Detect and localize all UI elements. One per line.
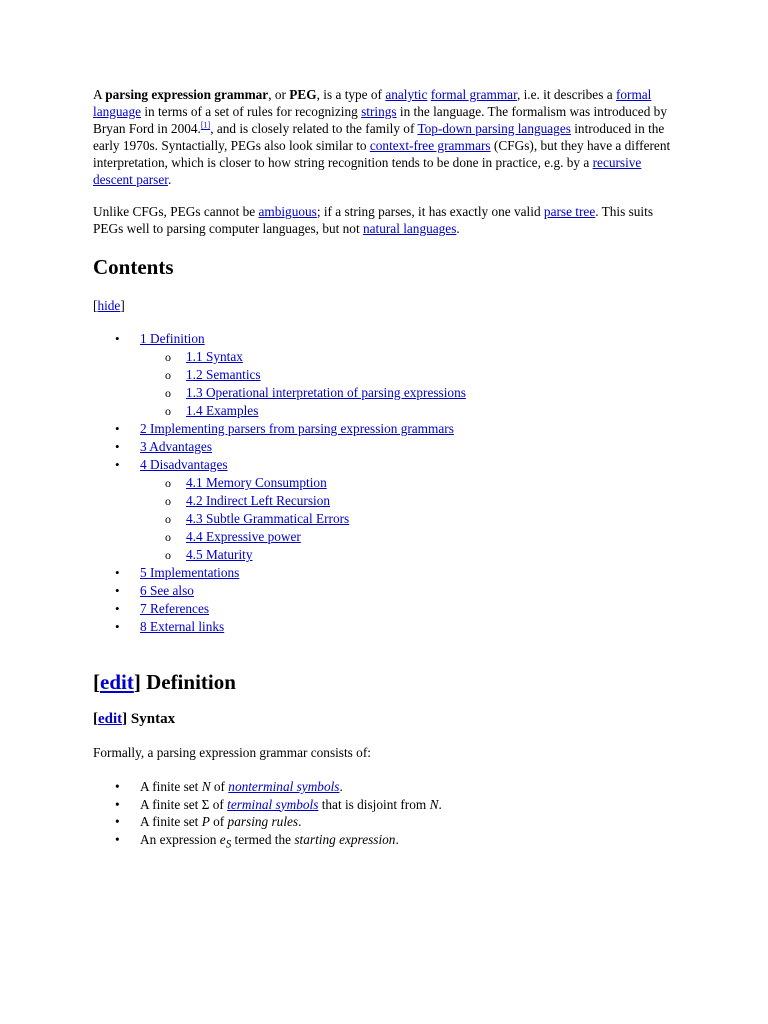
toc-item	[93, 438, 673, 456]
link-natural-languages[interactable]: natural languages	[362, 221, 457, 236]
toc-link-memory-consumption[interactable]: 4.1 Memory Consumption	[186, 475, 327, 490]
term-starting-expression: starting expression	[294, 831, 396, 847]
variable-e: e	[219, 831, 226, 847]
edit-definition-link[interactable]: edit	[100, 670, 134, 694]
ambiguity-paragraph	[93, 203, 673, 237]
intro-text: (CFGs), but they have a different interpretation, which is closer to how string recognition tends to be done in practice, e.g. by a	[93, 138, 671, 170]
item-text: A finite set	[140, 814, 202, 829]
toc-link-semantics[interactable]: 1.2 Semantics	[186, 367, 261, 382]
reference-1-link[interactable]: [1]	[200, 120, 211, 130]
toc-subitem	[140, 402, 673, 420]
toc-sublist	[140, 474, 673, 564]
toc-link-maturity[interactable]: 4.5 Maturity	[186, 547, 253, 562]
toc-link-references[interactable]: 7 References	[140, 601, 210, 616]
bracket: [	[93, 711, 98, 727]
toc-link-advantages[interactable]: 3 Advantages	[140, 439, 213, 454]
contents-heading: Contents	[93, 255, 174, 279]
toc-link-definition[interactable]: 1 Definition	[140, 331, 205, 346]
subsection-title: Syntax	[127, 711, 176, 727]
toc-link-implementing-parsers[interactable]: 2 Implementing parsers from parsing expression grammars	[140, 421, 454, 436]
toc-link-implementations[interactable]: 5 Implementations	[140, 565, 240, 580]
term-parsing-rules: parsing rules	[227, 814, 299, 829]
toc-subitem	[140, 366, 673, 384]
bracket: [	[93, 670, 100, 694]
item-text: .	[438, 796, 442, 812]
toc-link-syntax[interactable]: 1.1 Syntax	[186, 349, 243, 364]
toc-item	[93, 456, 673, 564]
item-text: termed the	[231, 831, 295, 847]
toc-link-disadvantages[interactable]: 4 Disadvantages	[140, 457, 228, 472]
item-text: of	[210, 779, 229, 794]
section-title: Definition	[140, 670, 236, 694]
link-formal-grammar[interactable]: formal grammar	[430, 87, 517, 102]
link-recursive-descent-parser[interactable]: recursive descent parser	[93, 155, 642, 187]
toc-subitem	[140, 546, 673, 564]
toc-link-expressive-power[interactable]: 4.4 Expressive power	[186, 529, 301, 544]
item-text: .	[395, 831, 399, 847]
list-item	[93, 778, 673, 796]
syntax-intro: Formally, a parsing expression grammar consists of:	[93, 745, 371, 760]
toc-hide-toggle	[93, 297, 673, 314]
toc-subitem	[140, 528, 673, 546]
link-ambiguous[interactable]: ambiguous	[258, 204, 317, 219]
item-text: that is disjoint from	[318, 796, 430, 812]
subscript-s: S	[225, 838, 232, 851]
link-strings[interactable]: strings	[361, 104, 397, 119]
variable-n: N	[201, 779, 211, 794]
intro-text: A	[93, 87, 106, 102]
toc-subitem	[140, 492, 673, 510]
syntax-heading	[93, 710, 673, 728]
link-terminal-symbols[interactable]: terminal symbols	[227, 796, 319, 812]
toc-item	[93, 564, 673, 582]
toc-link-indirect-left-recursion[interactable]: 4.2 Indirect Left Recursion	[186, 493, 330, 508]
intro-text: in the language. The formalism was introduced by Bryan Ford in 2004.	[93, 104, 667, 136]
edit-syntax-link[interactable]: edit	[98, 711, 123, 727]
intro-text: , and is closely related to the family of	[210, 121, 418, 136]
toc-item	[93, 330, 673, 420]
link-analytic[interactable]: analytic	[385, 87, 428, 102]
link-context-free-grammars[interactable]: context-free grammars	[369, 138, 491, 153]
toc-link-subtle-errors[interactable]: 4.3 Subtle Grammatical Errors	[186, 511, 350, 526]
toc-subitem	[140, 474, 673, 492]
toc-item	[93, 600, 673, 618]
intro-text: , i.e. it describes a	[516, 87, 616, 102]
bracket: ]	[133, 670, 141, 694]
toc-link-examples[interactable]: 1.4 Examples	[186, 403, 259, 418]
para-text: ; if a string parses, it has exactly one valid	[316, 204, 544, 219]
toc-subitem	[140, 510, 673, 528]
link-top-down-parsing[interactable]: Top-down parsing languages	[417, 121, 571, 136]
item-text: .	[339, 779, 343, 794]
variable-p: P	[201, 814, 210, 829]
item-text: A finite set	[140, 779, 202, 794]
item-text: An expression	[140, 831, 220, 847]
toc-link-external-links[interactable]: 8 External links	[140, 619, 225, 634]
toc-sublist	[140, 348, 673, 420]
toc-item	[93, 420, 673, 438]
toc-item	[93, 618, 673, 636]
term-peg: PEG	[289, 87, 317, 102]
link-formal-language[interactable]: formal language	[93, 87, 652, 119]
toc-link-operational-interpretation[interactable]: 1.3 Operational interpretation of parsing expressions	[186, 385, 466, 400]
intro-text: introduced in the early 1970s. Syntactially, PEGs also look similar to	[93, 121, 665, 153]
term-peg-full: parsing expression grammar	[105, 87, 269, 102]
article-body	[93, 86, 673, 854]
bracket: ]	[120, 298, 125, 313]
definition-list	[93, 778, 673, 854]
item-text: A finite set Σ of	[140, 796, 228, 812]
list-item	[93, 831, 673, 854]
intro-text: , is a type of	[316, 87, 386, 102]
bracket: ]	[122, 711, 128, 727]
intro-text: .	[167, 172, 172, 187]
link-nonterminal-symbols[interactable]: nonterminal symbols	[228, 779, 340, 794]
item-text: .	[298, 814, 302, 829]
list-item	[93, 796, 673, 814]
para-text: .	[456, 221, 460, 236]
para-text: . This suits PEGs well to parsing computer languages, but not	[93, 204, 653, 236]
link-parse-tree[interactable]: parse tree	[543, 204, 596, 219]
intro-paragraph	[93, 86, 673, 188]
bracket: [	[93, 298, 98, 313]
toc-subitem	[140, 384, 673, 402]
toc-subitem	[140, 348, 673, 366]
definition-heading	[93, 670, 673, 694]
table-of-contents	[93, 330, 673, 636]
hide-toc-link[interactable]: hide	[97, 298, 121, 313]
intro-text: in terms of a set of rules for recognizing	[141, 104, 362, 119]
list-item	[93, 813, 673, 831]
variable-n: N	[429, 796, 439, 812]
toc-item	[93, 582, 673, 600]
para-text: Unlike CFGs, PEGs cannot be	[93, 204, 259, 219]
toc-link-see-also[interactable]: 6 See also	[140, 583, 194, 598]
intro-text: , or	[268, 87, 290, 102]
item-text: of	[209, 814, 228, 829]
